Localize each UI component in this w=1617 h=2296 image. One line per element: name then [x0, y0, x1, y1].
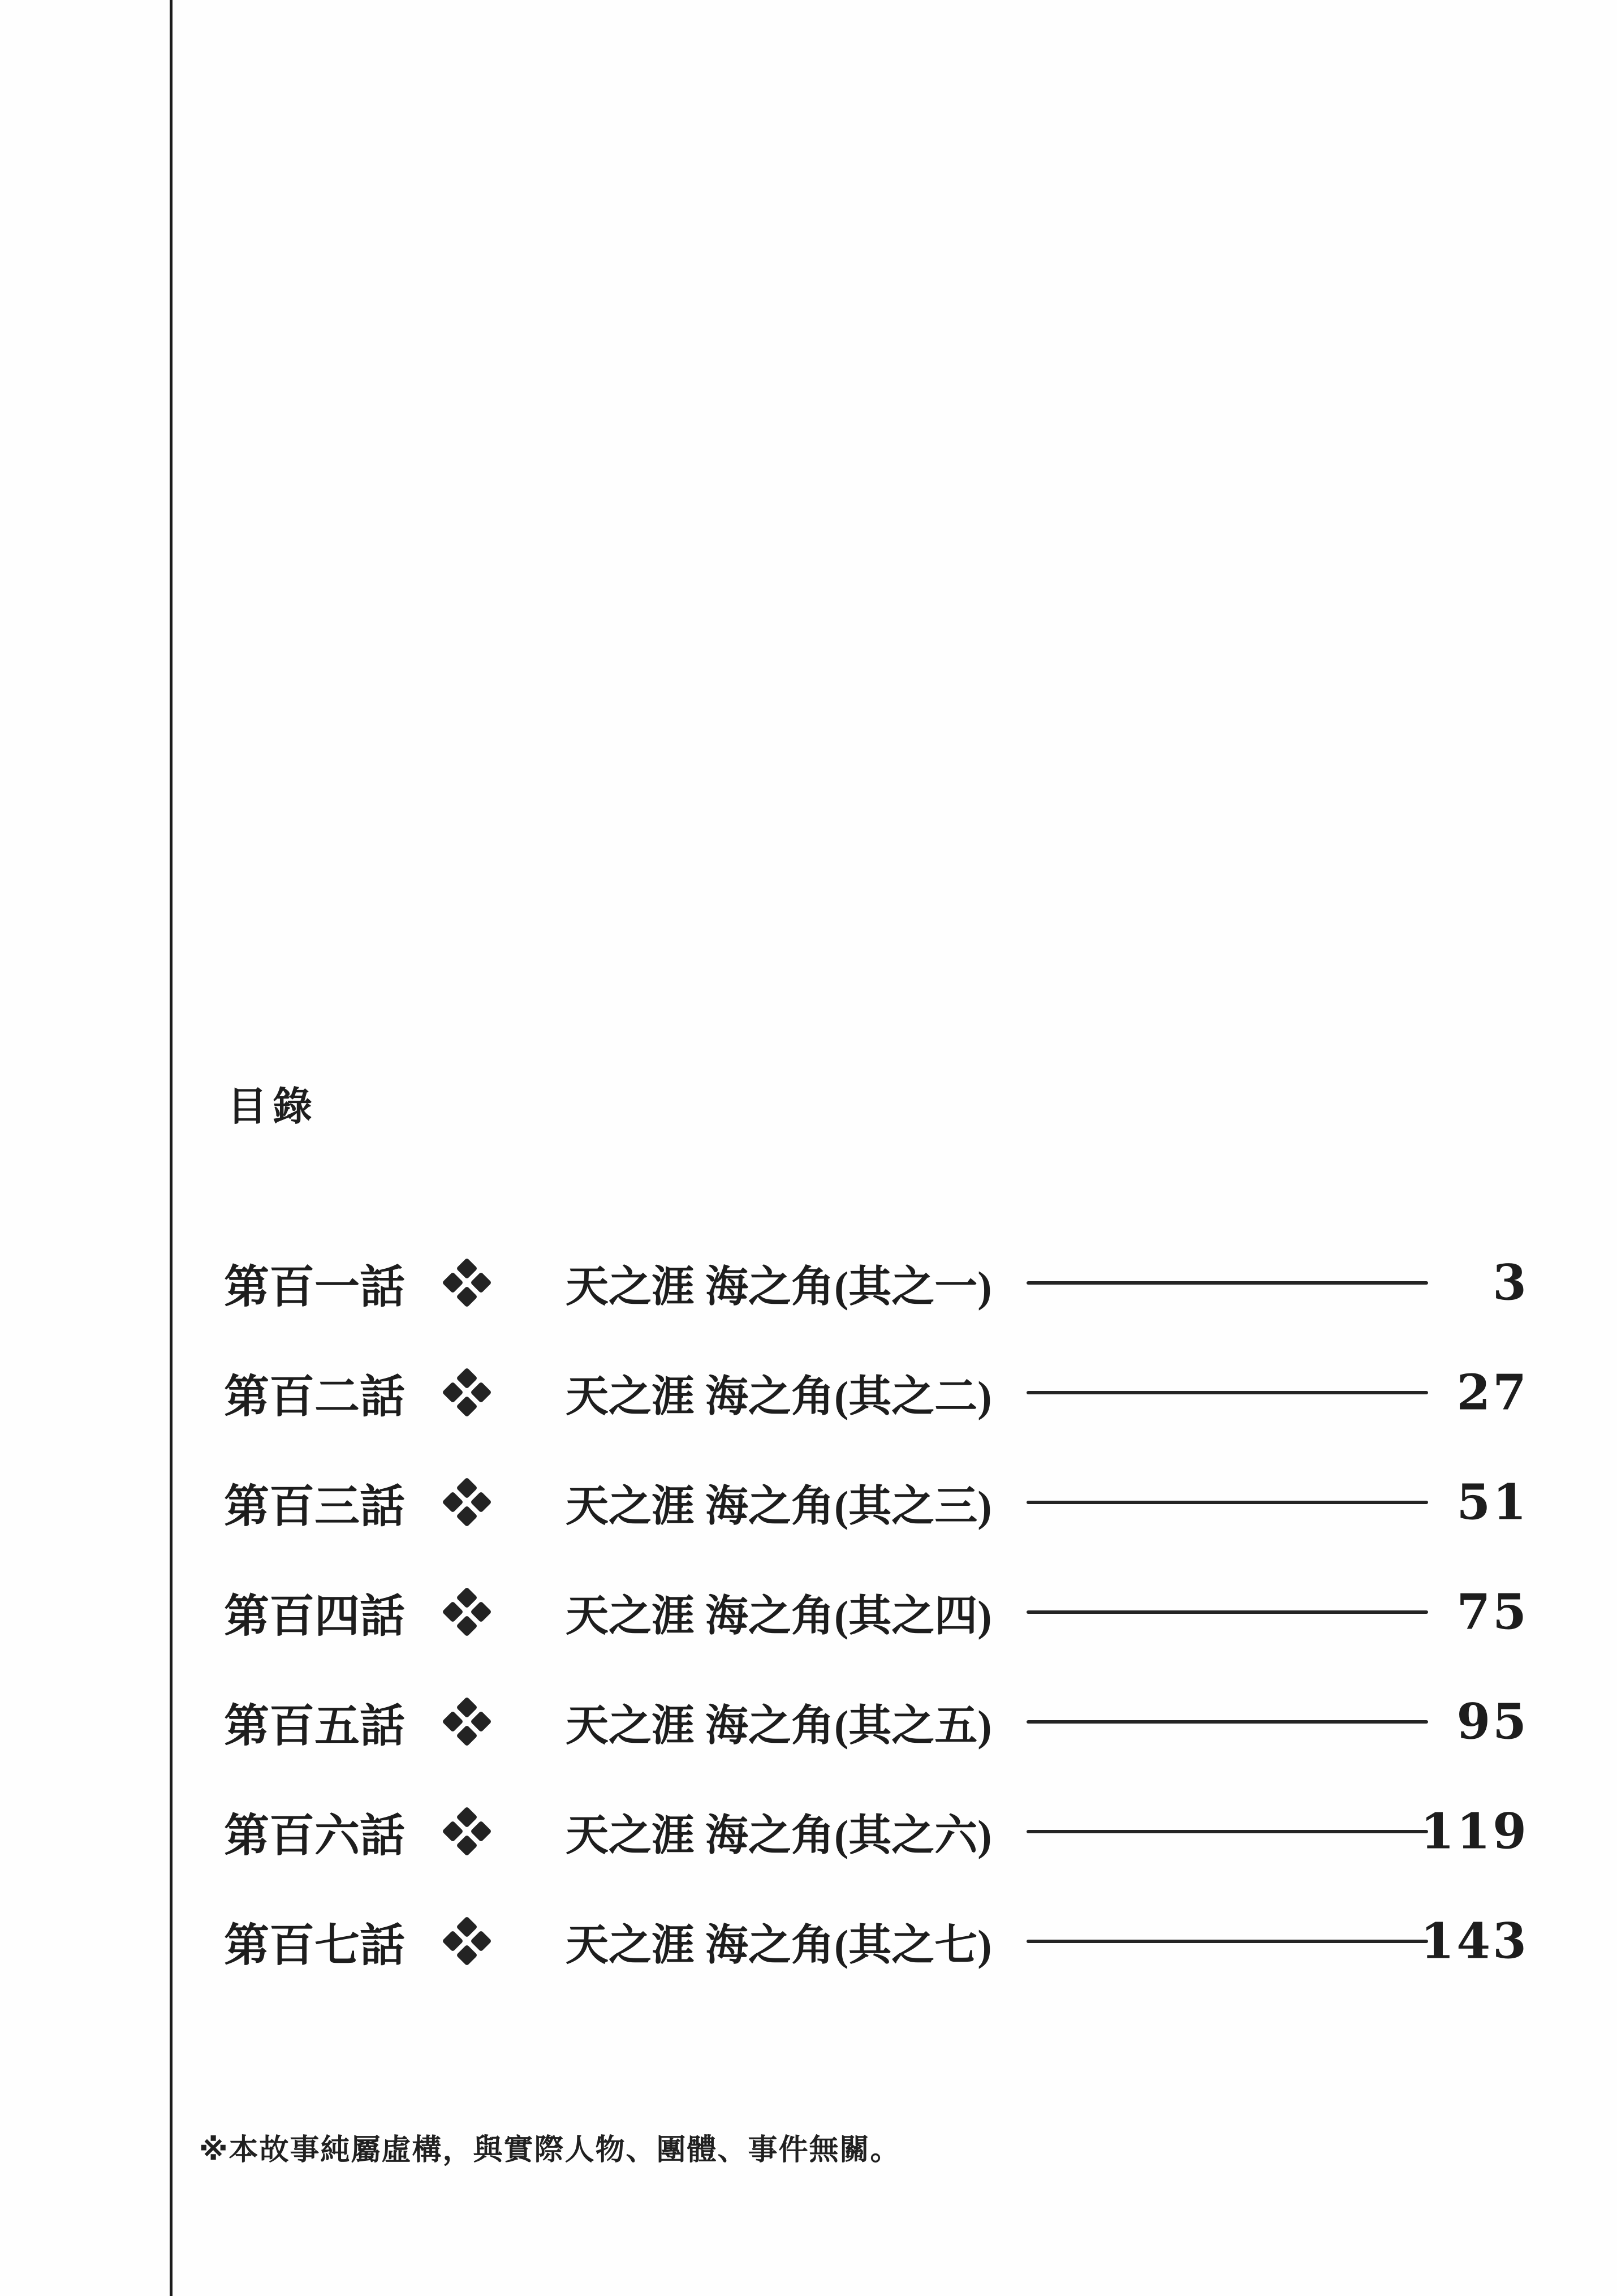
- toc-entry: [0, 1557, 1617, 1667]
- page-number: 143: [1420, 1912, 1529, 1970]
- page-title: 目錄: [227, 1085, 318, 1129]
- chapter-title: 天之涯 海之角(其之六): [566, 1812, 992, 1860]
- page-number: 3: [1493, 1254, 1529, 1312]
- four-diamonds-icon: [445, 1370, 490, 1415]
- chapter-label: 第百七話: [224, 1921, 405, 1971]
- four-diamonds-icon: [445, 1260, 490, 1306]
- chapter-label: 第百四話: [224, 1592, 405, 1642]
- page-number: 95: [1456, 1693, 1529, 1751]
- chapter-title: 天之涯 海之角(其之四): [566, 1592, 992, 1640]
- four-diamonds-icon: [445, 1480, 490, 1525]
- chapter-title: 天之涯 海之角(其之一): [566, 1263, 992, 1311]
- chapter-label: 第百二話: [224, 1372, 405, 1423]
- toc-entry: [0, 1338, 1617, 1448]
- toc-entry: [0, 1777, 1617, 1886]
- page-number: 75: [1456, 1583, 1529, 1641]
- page-number: 27: [1456, 1364, 1529, 1421]
- chapter-title: 天之涯 海之角(其之七): [566, 1922, 992, 1970]
- chapter-label: 第百一話: [224, 1263, 405, 1313]
- chapter-label: 第百六話: [224, 1811, 405, 1862]
- toc-entry: [0, 1228, 1617, 1338]
- chapter-label: 第百五話: [224, 1701, 405, 1752]
- four-diamonds-icon: [445, 1919, 490, 1964]
- toc-entry: [0, 1448, 1617, 1557]
- chapter-label: 第百三話: [224, 1482, 405, 1532]
- four-diamonds-icon: [445, 1699, 490, 1744]
- page-number: 119: [1420, 1803, 1529, 1860]
- chapter-title: 天之涯 海之角(其之二): [566, 1373, 992, 1421]
- toc-entry: [0, 1667, 1617, 1777]
- chapter-title: 天之涯 海之角(其之五): [566, 1702, 992, 1750]
- chapter-title: 天之涯 海之角(其之三): [566, 1483, 992, 1531]
- four-diamonds-icon: [445, 1809, 490, 1854]
- page-number: 51: [1456, 1474, 1529, 1531]
- toc-entry: [0, 1886, 1617, 1996]
- disclaimer-note: ※本故事純屬虛構，與實際人物、團體、事件無關。: [199, 2134, 901, 2166]
- toc-list: [0, 1228, 1617, 1996]
- four-diamonds-icon: [445, 1589, 490, 1635]
